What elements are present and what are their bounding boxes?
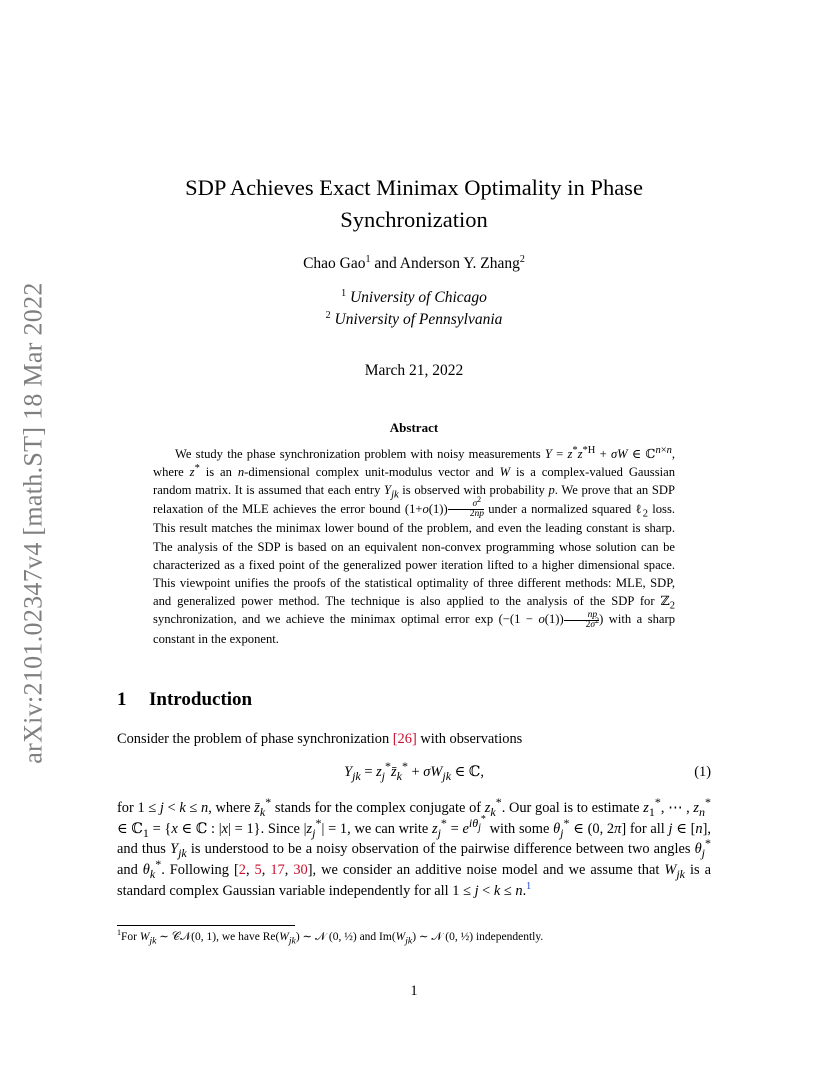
- author-affiliation-mark: 1: [365, 253, 371, 265]
- affiliation: [120, 289, 708, 307]
- citation-link[interactable]: 30: [293, 862, 308, 879]
- citation-link[interactable]: [26]: [392, 731, 417, 747]
- equation-number: (1): [694, 764, 711, 780]
- author-name: Chao Gao: [303, 255, 366, 272]
- abstract-paragraph: We study the phase synchronization problem with noisy measurements $Y = z^*z^{*H} + \sigma W$ ∈ ℂ$^{n\times n}$, where z* is an n-dimensional complex unit-modulus vector and W is a complex-valued Gaussian random matrix. It is assumed that each entry $Y_{jk}$ is observed with probability p. We prove that an SDP relaxation of the MLE achieves the error bound (1+o(1)) $\frac{\sigma^2}{2np}$ under a normalized squared ℓ$_2$ loss. This result matches the minimax lower bound of the problem, and even the leading constant is sharp. The analysis of the SDP is based on an equivalent non-convex programming whose solution can be characterized as a fixed point of the generalized power iteration lifted to a higher dimensional space. This viewpoint unifies the proofs of the statistical optimality of three different methods: MLE, SDP, and generalized power method. The technique is also applied to the analysis of the SDP for ℤ$_2$ synchronization, and we achieve the minimax optimal error exp (−(1 − o(1)) $\frac{np}{2\sigma^2}$ ) with a sharp constant in the exponent.: [153, 444, 676, 646]
- paper-date: March 21, 2022: [364, 362, 464, 379]
- affiliation-mark: 2: [325, 309, 331, 321]
- arxiv-side-stamp: [14, 270, 54, 775]
- section-heading: [117, 689, 252, 711]
- section-title: Introduction: [149, 689, 253, 710]
- author-list: [120, 255, 708, 273]
- abstract-body: [153, 445, 675, 648]
- footnote-mark: 1: [117, 928, 121, 938]
- affiliation-name: University of Chicago: [349, 289, 487, 306]
- paper-title: [120, 172, 708, 236]
- citation-link[interactable]: 5: [254, 862, 262, 879]
- author-connector: and: [370, 255, 400, 272]
- affiliation-mark: 1: [341, 287, 347, 299]
- abstract-heading: Abstract: [389, 420, 439, 435]
- footnote: $^1$For $W_{jk}$ ∼ 𝒞𝒩(0, 1), we have $Re(W_{jk})$ ∼ 𝒩 (0, ½) and $Im(W_{jk})$ ∼ 𝒩 (0, ½) independently.: [117, 928, 544, 947]
- section-number: 1: [117, 689, 127, 710]
- intro-paragraph-2: for 1 ≤ j < k ≤ n, where $z̄_k^*$ stands for the complex conjugate of $z_k^*$. Our goal is to estimate $z_1^*$, ⋯ , $z_n^*$ ∈ ℂ$_1$ = {x ∈ ℂ : |x| = 1}. Since $|z_j^*| = 1$, we can write $z_j^* = e^{i\theta_j^*}$ with some $\theta_j^*$ ∈ (0, 2π] for all j ∈ [n], and thus $Y_{jk}$ is understood to be a noisy observation of the pairwise difference between two angles $\theta_j^*$ and $\theta_k^*$. Following [2, 5, 17, 30], we consider an additive noise model and we assume that $W_{jk}$ is a standard complex Gaussian variable independently for all 1 ≤ j < k ≤ n.$^1$: [117, 795, 712, 899]
- title-line-1: SDP Achieves Exact Minimax Optimality in Phase: [185, 175, 643, 200]
- title-line-2: Synchronization: [340, 207, 488, 232]
- equation-1: [117, 759, 711, 783]
- footnote-link[interactable]: 1: [526, 881, 532, 893]
- affiliation: [120, 311, 708, 329]
- intro-paragraph-1: Consider the problem of phase synchronization [26] with observations: [117, 731, 523, 747]
- citation-link[interactable]: 2: [238, 862, 246, 879]
- arxiv-identifier: arXiv:2101.02347v4 [math.ST] 18 Mar 2022: [19, 281, 49, 764]
- footnote-divider: [117, 925, 295, 926]
- author-name: Anderson Y. Zhang: [399, 255, 520, 272]
- author-affiliation-mark: 2: [519, 253, 525, 265]
- affiliation-name: University of Pennsylvania: [334, 311, 503, 328]
- equation-body: $Y_{jk}$ = $z_j^*z̄_k^* + \sigma W_{jk}$ ∈ ℂ,: [344, 759, 484, 783]
- citation-link[interactable]: 17: [270, 862, 285, 879]
- page-number: 1: [410, 983, 418, 999]
